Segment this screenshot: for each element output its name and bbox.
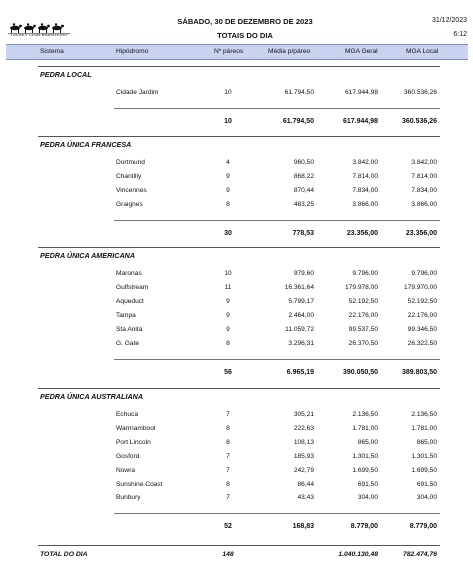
section-divider xyxy=(38,66,440,67)
mga-geral-cell: 2.136,50 xyxy=(352,411,378,418)
table-row xyxy=(0,453,473,465)
hipodromo-cell: Cidade Jardim xyxy=(116,89,159,96)
hipodromo-cell: Sunshine Coast xyxy=(116,480,163,488)
report-date-title: SÁBADO, 30 DE DEZEMBRO DE 2023 xyxy=(177,17,313,26)
mga-geral-cell: 691,50 xyxy=(357,480,378,488)
mga-local-cell: 1.699,50 xyxy=(411,466,437,474)
table-row xyxy=(0,467,473,479)
subtotal-media: 61.794,50 xyxy=(282,118,314,125)
mga-local-cell: 1.781,00 xyxy=(411,424,437,432)
mga-local-cell: 304,00 xyxy=(416,494,437,502)
pareos-cell: 7 xyxy=(226,411,230,418)
hipodromo-cell: Vincennes xyxy=(116,186,147,194)
pareos-cell: 4 xyxy=(226,159,230,166)
mga-local-cell: 3.842,00 xyxy=(411,159,437,166)
media-cell: 86,44 xyxy=(297,480,314,488)
mga-geral-cell: 22.176,00 xyxy=(348,311,378,319)
hipodromo-cell: Port Lincoln xyxy=(116,438,151,446)
hipodromo-cell: Bunbury xyxy=(116,494,141,502)
pareos-cell: 8 xyxy=(226,339,230,347)
mga-geral-cell: 99.537,50 xyxy=(348,325,378,333)
mga-geral-cell: 52.192,50 xyxy=(348,297,378,305)
pareos-cell: 8 xyxy=(226,438,230,446)
subtotal-pareos: 56 xyxy=(224,368,232,376)
mga-geral-cell: 865,00 xyxy=(357,438,378,446)
mga-local-cell: 9.796,00 xyxy=(411,270,437,277)
mga-geral-cell: 7.834,00 xyxy=(352,186,378,194)
pareos-cell: 9 xyxy=(226,297,230,305)
grand-total-pareos: 148 xyxy=(222,551,234,558)
section-title: PEDRA LOCAL xyxy=(40,70,92,79)
subtotal-divider xyxy=(114,108,440,109)
mga-geral-cell: 1.699,50 xyxy=(352,466,378,474)
hipodromo-cell: Sta Anita xyxy=(116,325,143,333)
section-title: PEDRA ÚNICA FRANCESA xyxy=(40,140,132,149)
subtotal-mga-local: 360.536,26 xyxy=(401,118,437,125)
grand-total-mga-local: 782.474,76 xyxy=(402,551,437,558)
mga-local-cell: 7.834,00 xyxy=(411,186,437,194)
media-cell: 870,44 xyxy=(293,186,314,194)
logo-caption: JOCKEY CLUB BRASILEIRO xyxy=(10,32,68,37)
media-cell: 222,63 xyxy=(293,424,314,432)
media-cell: 61.794,50 xyxy=(284,89,314,96)
grand-total-divider xyxy=(38,545,440,546)
mga-local-cell: 99.346,50 xyxy=(407,325,437,333)
hipodromo-cell: Graignes xyxy=(116,200,143,208)
media-cell: 242,79 xyxy=(293,466,314,474)
column-header-bar xyxy=(6,44,468,60)
mga-local-cell: 865,00 xyxy=(416,438,437,446)
pareos-cell: 8 xyxy=(226,200,230,208)
table-row xyxy=(0,481,473,493)
section-title: PEDRA ÚNICA AMERICANA xyxy=(40,251,136,260)
subtotal-divider xyxy=(114,220,440,221)
media-cell: 185,93 xyxy=(293,452,314,460)
column-header-media: Média p/páreo xyxy=(268,48,311,55)
pareos-cell: 11 xyxy=(224,283,232,291)
subtotal-mga-geral: 390.050,50 xyxy=(342,368,378,376)
print-date: 31/12/2023 xyxy=(431,17,467,24)
mga-geral-cell: 9.796,00 xyxy=(352,270,378,277)
subtotal-media: 778,53 xyxy=(292,229,314,237)
media-cell: 868,22 xyxy=(293,172,314,180)
subtotal-mga-geral: 617.944,98 xyxy=(342,118,378,125)
hipodromo-cell: Chantilly xyxy=(116,172,142,180)
mga-geral-cell: 1.781,00 xyxy=(352,424,378,432)
subtotal-row xyxy=(0,118,473,130)
hipodromo-cell: Tampa xyxy=(116,311,136,319)
table-row xyxy=(0,411,473,423)
hipodromo-cell: Gosford xyxy=(116,452,140,460)
media-cell: 43,43 xyxy=(297,494,314,502)
column-header-pareos: Nº páreos xyxy=(214,48,244,55)
table-row xyxy=(0,270,473,282)
section-divider xyxy=(38,136,440,137)
table-row xyxy=(0,298,473,310)
pareos-cell: 7 xyxy=(226,466,230,474)
hipodromo-cell: Warrnambool xyxy=(116,424,156,432)
subtotal-mga-local: 8.779,00 xyxy=(409,523,437,531)
media-cell: 108,13 xyxy=(293,438,314,446)
mga-local-cell: 2.136,50 xyxy=(411,411,437,418)
subtotal-media: 6.965,19 xyxy=(286,368,314,376)
grand-total-mga-geral: 1.040.130,48 xyxy=(338,551,378,558)
mga-local-cell: 179.970,00 xyxy=(403,283,437,291)
mga-local-cell: 26.322,50 xyxy=(407,339,437,347)
subtotal-row xyxy=(0,230,473,242)
hipodromo-cell: Nowra xyxy=(116,466,136,474)
mga-local-cell: 22.176,00 xyxy=(407,311,437,319)
pareos-cell: 8 xyxy=(226,480,230,488)
hipodromo-cell: Echuca xyxy=(116,411,138,418)
subtotal-media: 168,83 xyxy=(292,523,314,531)
media-cell: 305,21 xyxy=(293,411,314,418)
column-header-mga-local: MGA Local xyxy=(406,48,439,55)
media-cell: 5.799,17 xyxy=(288,297,314,305)
hipodromo-cell: Dortmund xyxy=(116,159,145,166)
section-title: PEDRA ÚNICA AUSTRALIANA xyxy=(40,392,144,401)
report-title: TOTAIS DO DIA xyxy=(217,31,273,40)
subtotal-pareos: 52 xyxy=(224,523,232,531)
table-row xyxy=(0,494,473,506)
hipodromo-cell: Gulfstream xyxy=(116,283,149,291)
media-cell: 11.059,72 xyxy=(285,325,314,333)
column-header-hipodromo: Hipódromo xyxy=(116,48,149,55)
column-header-sistema: Sistema xyxy=(40,48,64,55)
hipodromo-cell: G. Gate xyxy=(116,339,140,347)
media-cell: 3.296,31 xyxy=(288,339,314,347)
table-row xyxy=(0,201,473,213)
table-row xyxy=(0,425,473,437)
pareos-cell: 9 xyxy=(226,325,230,333)
pareos-cell: 10 xyxy=(224,270,232,277)
mga-geral-cell: 3.866,00 xyxy=(352,200,378,208)
table-row xyxy=(0,89,473,101)
media-cell: 960,50 xyxy=(293,159,314,166)
media-cell: 2.464,00 xyxy=(288,311,314,319)
table-row xyxy=(0,340,473,352)
pareos-cell: 9 xyxy=(226,186,230,194)
table-row xyxy=(0,312,473,324)
subtotal-pareos: 30 xyxy=(224,229,232,237)
subtotal-mga-geral: 8.779,00 xyxy=(350,523,378,531)
subtotal-mga-local: 23.356,00 xyxy=(405,229,437,237)
pareos-cell: 9 xyxy=(226,172,230,180)
media-cell: 483,25 xyxy=(293,200,314,208)
mga-local-cell: 52.192,50 xyxy=(407,297,437,305)
pareos-cell: 8 xyxy=(226,424,230,432)
table-row xyxy=(0,159,473,171)
grand-total-row xyxy=(0,551,473,563)
mga-local-cell: 360.536,26 xyxy=(403,89,437,96)
pareos-cell: 9 xyxy=(226,311,230,319)
mga-local-cell: 1.301,50 xyxy=(411,452,437,460)
mga-geral-cell: 26.370,50 xyxy=(348,339,378,347)
column-header-mga-geral: MGA Geral xyxy=(345,48,378,55)
subtotal-row xyxy=(0,369,473,381)
mga-geral-cell: 1.301,50 xyxy=(352,452,378,460)
pareos-cell: 7 xyxy=(226,452,230,460)
hipodromo-cell: Maronas xyxy=(116,270,142,277)
mga-geral-cell: 179.978,00 xyxy=(344,283,378,291)
mga-local-cell: 3.866,00 xyxy=(411,200,437,208)
section-divider xyxy=(38,247,440,248)
mga-local-cell: 7.814,00 xyxy=(411,172,437,180)
pareos-cell: 10 xyxy=(224,89,232,96)
media-cell: 979,60 xyxy=(293,270,314,277)
table-row xyxy=(0,173,473,185)
subtotal-mga-geral: 23.356,00 xyxy=(346,229,378,237)
grand-total-label: TOTAL DO DIA xyxy=(40,551,88,558)
print-time: 6:12 xyxy=(453,31,467,38)
mga-geral-cell: 3.842,00 xyxy=(352,159,378,166)
mga-local-cell: 691,50 xyxy=(416,480,437,488)
table-row xyxy=(0,284,473,296)
subtotal-pareos: 10 xyxy=(224,118,232,125)
mga-geral-cell: 304,00 xyxy=(357,494,378,502)
subtotal-divider xyxy=(114,359,440,360)
mga-geral-cell: 617.944,98 xyxy=(344,89,378,96)
hipodromo-cell: Aqueduct xyxy=(116,297,144,305)
section-divider xyxy=(38,388,440,389)
media-cell: 16.361,64 xyxy=(284,283,314,291)
subtotal-row xyxy=(0,523,473,535)
pareos-cell: 7 xyxy=(226,494,230,502)
table-row xyxy=(0,326,473,338)
table-row xyxy=(0,187,473,199)
subtotal-mga-local: 389.803,50 xyxy=(401,368,437,376)
table-row xyxy=(0,439,473,451)
mga-geral-cell: 7.814,00 xyxy=(352,172,378,180)
subtotal-divider xyxy=(114,513,440,514)
